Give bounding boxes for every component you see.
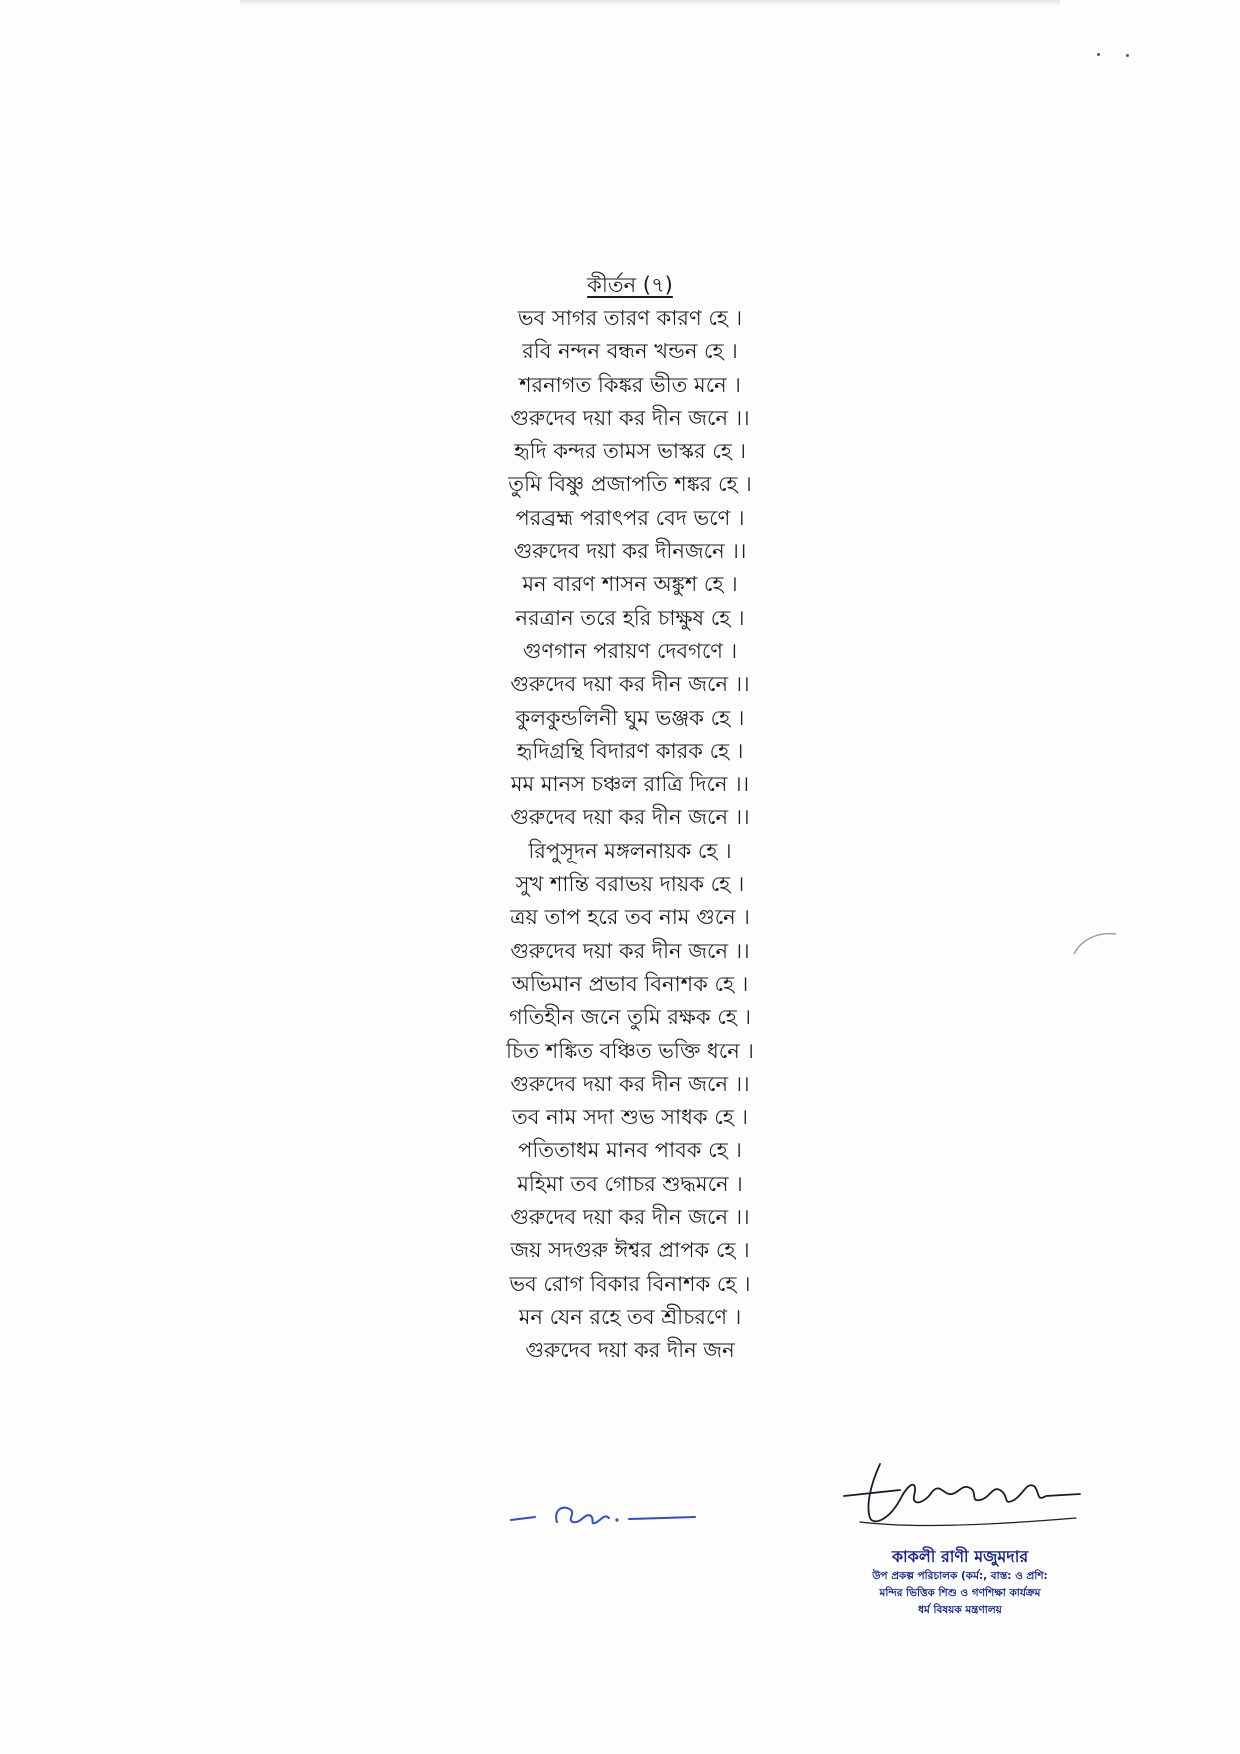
signatory-name: কাকলী রাণী মজুমদার <box>891 1547 1029 1566</box>
poem-line: ভব রোগ বিকার বিনাশক হে । <box>509 1271 751 1296</box>
poem-line: ত্রয় তাপ হরে তব নাম গুনে । <box>510 905 750 930</box>
poem-line: চিত শঙ্কিত বঞ্চিত ভক্তি ধনে । <box>506 1038 754 1063</box>
scan-shadow <box>240 0 1060 6</box>
poem-line: পরব্রহ্ম পরাৎপর বেদ ভণে । <box>515 505 745 530</box>
poem-line: তুমি বিষ্ণু প্রজাপতি শঙ্কর হে । <box>508 472 752 497</box>
poem-line: পতিতাধম মানব পাবক হে । <box>518 1138 742 1163</box>
poem-line: গুরুদেব দয়া কর দীন জন <box>525 1338 735 1363</box>
poem-line: গুরুদেব দয়া কর দীন জনে ।। <box>510 1205 750 1230</box>
poem-line: মম মানস চঞ্চল রাত্রি দিনে ।। <box>510 772 750 797</box>
poem-line: মন যেন রহে তব শ্রীচরণে । <box>518 1304 742 1329</box>
scan-mark <box>1070 928 1120 958</box>
poem-line: গুরুদেব দয়া কর দীন জনে ।। <box>510 672 750 697</box>
poem-line: গুণগান পরায়ণ দেবগণে । <box>522 638 738 663</box>
poem-line: রবি নন্দন বন্ধন খন্ডন হে । <box>522 339 738 364</box>
poem-title: কীর্তন (৭) <box>587 273 673 297</box>
poem-line: গতিহীন জনে তুমি রক্ষক হে । <box>509 1005 751 1030</box>
signatory-designation: উপ প্রকল্প পরিচালক (কর্ম:, বাস্ত: ও প্রশি: <box>872 1570 1048 1582</box>
poem-line: গুরুদেব দয়া কর দীন জনে ।। <box>510 805 750 830</box>
poem-line: অভিমান প্রভাব বিনাশক হে । <box>511 971 749 996</box>
poem-line: হৃদি কন্দর তামস ভাস্কর হে । <box>513 439 747 464</box>
scan-specks <box>1095 52 1135 58</box>
poem-line: জয় সদগুরু ঈশ্বর প্রাপক হে । <box>510 1238 750 1263</box>
poem-line: গুরুদেব দয়া কর দীন জনে ।। <box>510 405 750 430</box>
poem <box>460 270 800 1368</box>
poem-line: গুরুদেব দয়া কর দীন জনে ।। <box>510 1071 750 1096</box>
poem-line: হৃদিগ্রন্থি বিদারণ কারক হে । <box>516 738 744 763</box>
poem-lines <box>460 302 800 1368</box>
signatory-ministry: ধর্ম বিষয়ক মন্ত্রণালয় <box>918 1604 1002 1616</box>
poem-line: রিপুসূদন মঙ্গলনায়ক হে । <box>528 838 732 863</box>
signatory-block <box>810 1546 1110 1619</box>
signatory-program: মন্দির ভিত্তিক শিশু ও গণশিক্ষা কার্যক্রম <box>879 1587 1041 1599</box>
poem-line: শরনাগত কিঙ্কর ভীত মনে । <box>519 372 741 397</box>
poem-line: গুরুদেব দয়া কর দীন জনে ।। <box>510 938 750 963</box>
handwritten-initial <box>505 1498 705 1538</box>
poem-line: কুলকুন্ডলিনী ঘুম ভঞ্জক হে । <box>515 705 745 730</box>
signature <box>840 1456 1085 1536</box>
poem-line: মহিমা তব গোচর শুদ্ধমনে । <box>517 1171 743 1196</box>
speck <box>1097 53 1100 56</box>
poem-line: তব নাম সদা শুভ সাধক হে । <box>512 1105 748 1130</box>
poem-line: মন বারণ শাসন অঙ্কুশ হে । <box>522 572 738 597</box>
poem-line: গুরুদেব দয়া কর দীনজনে ।। <box>513 539 747 564</box>
poem-line: সুখ শান্তি বরাভয় দায়ক হে । <box>515 872 745 897</box>
poem-line: ভব সাগর তারণ কারণ হে । <box>517 306 743 330</box>
poem-line: নরত্রান তরে হরি চাক্ষুষ হে । <box>515 605 745 630</box>
speck <box>1126 54 1129 57</box>
